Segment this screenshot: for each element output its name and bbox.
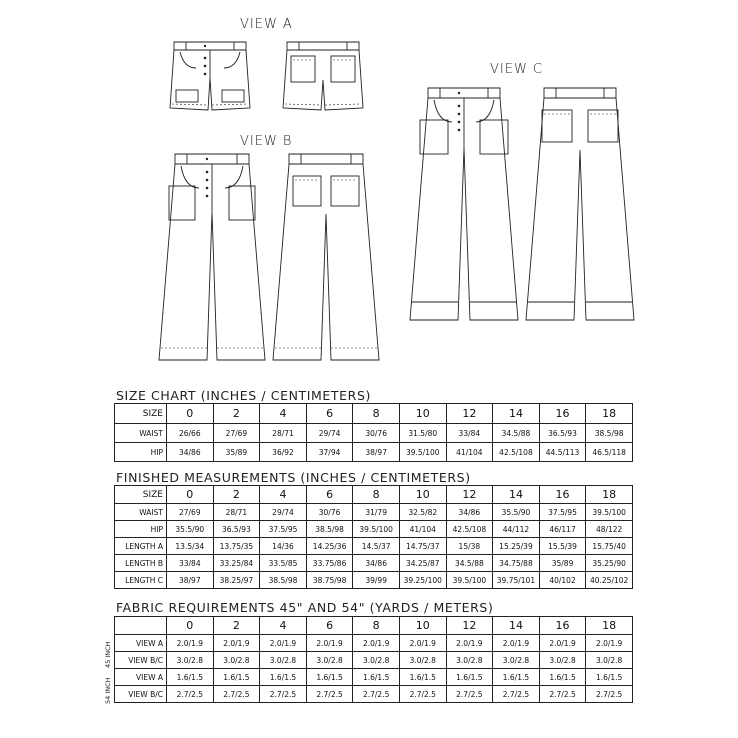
view-c-label: VIEW C — [490, 62, 544, 77]
size-chart-size: 14 — [493, 404, 540, 424]
table-cell: 41/104 — [446, 443, 493, 462]
size-chart-size: 18 — [586, 404, 633, 424]
view-a-back-illustration — [281, 40, 365, 112]
table-cell: 3.0/2.8 — [213, 652, 260, 669]
table-cell: 15.75/40 — [586, 538, 633, 555]
finished-header-label: SIZE — [115, 486, 167, 504]
table-cell: 39.75/101 — [493, 572, 540, 589]
row-label: LENGTH C — [115, 572, 167, 589]
table-cell: 44.5/113 — [539, 443, 586, 462]
row-label: WAIST — [115, 424, 167, 443]
table-cell: 36.5/93 — [213, 521, 260, 538]
row-label: LENGTH B — [115, 555, 167, 572]
finished-size: 6 — [306, 486, 353, 504]
table-cell: 3.0/2.8 — [446, 652, 493, 669]
size-chart-size: 16 — [539, 404, 586, 424]
finished-size: 14 — [493, 486, 540, 504]
table-cell: 34.5/88 — [493, 424, 540, 443]
table-cell: 36/92 — [260, 443, 307, 462]
table-row — [115, 504, 633, 521]
table-cell: 2.0/1.9 — [399, 635, 446, 652]
table-row — [115, 521, 633, 538]
fabric-header-row — [115, 617, 633, 635]
fabric-requirements-title: FABRIC REQUIREMENTS 45" AND 54" (YARDS / METERS) — [116, 600, 494, 615]
table-cell: 2.0/1.9 — [493, 635, 540, 652]
table-cell: 3.0/2.8 — [493, 652, 540, 669]
finished-header-row — [115, 486, 633, 504]
row-label: LENGTH A — [115, 538, 167, 555]
size-chart-title: SIZE CHART (INCHES / CENTIMETERS) — [116, 388, 371, 403]
table-cell: 37/94 — [306, 443, 353, 462]
fabric-size: 6 — [306, 617, 353, 635]
table-cell: 33/84 — [446, 424, 493, 443]
view-b-label: VIEW B — [240, 134, 293, 149]
size-chart-size: 4 — [260, 404, 307, 424]
fabric-size: 4 — [260, 617, 307, 635]
table-cell: 2.7/2.5 — [213, 686, 260, 703]
size-chart-size: 2 — [213, 404, 260, 424]
table-cell: 37.5/95 — [260, 521, 307, 538]
view-c-front-illustration — [408, 86, 520, 326]
size-chart-size: 12 — [446, 404, 493, 424]
table-cell: 31.5/80 — [399, 424, 446, 443]
table-cell: 1.6/1.5 — [493, 669, 540, 686]
table-cell: 38/97 — [353, 443, 400, 462]
table-cell: 42.5/108 — [493, 443, 540, 462]
row-label: VIEW B/C — [115, 686, 167, 703]
table-cell: 2.0/1.9 — [446, 635, 493, 652]
table-cell: 35/89 — [213, 443, 260, 462]
table-cell: 3.0/2.8 — [167, 652, 214, 669]
table-cell: 2.7/2.5 — [306, 686, 353, 703]
table-cell: 1.6/1.5 — [399, 669, 446, 686]
size-chart-size: 0 — [167, 404, 214, 424]
finished-measurements-title: FINISHED MEASUREMENTS (INCHES / CENTIMETERS) — [116, 470, 471, 485]
size-chart-size: 10 — [399, 404, 446, 424]
fabric-size: 10 — [399, 617, 446, 635]
table-cell: 42.5/108 — [446, 521, 493, 538]
table-cell: 32.5/82 — [399, 504, 446, 521]
size-chart-header-row — [115, 404, 633, 424]
size-chart-table — [114, 403, 633, 462]
fabric-size: 14 — [493, 617, 540, 635]
table-cell: 30/76 — [353, 424, 400, 443]
table-row — [115, 538, 633, 555]
fabric-header-empty — [115, 617, 167, 635]
table-cell: 34.5/88 — [446, 555, 493, 572]
size-chart-size: 8 — [353, 404, 400, 424]
table-cell: 29/74 — [306, 424, 353, 443]
table-cell: 31/79 — [353, 504, 400, 521]
table-cell: 2.7/2.5 — [539, 686, 586, 703]
table-row — [115, 555, 633, 572]
table-cell: 15.5/39 — [539, 538, 586, 555]
row-label: VIEW B/C — [115, 652, 167, 669]
table-cell: 28/71 — [213, 504, 260, 521]
table-cell: 35.25/90 — [586, 555, 633, 572]
table-cell: 3.0/2.8 — [260, 652, 307, 669]
table-cell: 38.5/98 — [586, 424, 633, 443]
table-row — [115, 424, 633, 443]
row-label: HIP — [115, 521, 167, 538]
table-cell: 30/76 — [306, 504, 353, 521]
table-cell: 14.5/37 — [353, 538, 400, 555]
table-cell: 34/86 — [446, 504, 493, 521]
table-cell: 27/69 — [213, 424, 260, 443]
finished-size: 18 — [586, 486, 633, 504]
table-cell: 2.0/1.9 — [260, 635, 307, 652]
table-cell: 3.0/2.8 — [539, 652, 586, 669]
table-cell: 2.7/2.5 — [446, 686, 493, 703]
table-cell: 1.6/1.5 — [260, 669, 307, 686]
fabric-size: 18 — [586, 617, 633, 635]
view-a-front-illustration — [168, 40, 252, 112]
view-a-label: VIEW A — [240, 17, 293, 32]
table-cell: 39.25/100 — [399, 572, 446, 589]
table-cell: 2.7/2.5 — [260, 686, 307, 703]
table-cell: 48/122 — [586, 521, 633, 538]
view-b-front-illustration — [157, 152, 267, 364]
table-cell: 3.0/2.8 — [586, 652, 633, 669]
table-cell: 29/74 — [260, 504, 307, 521]
view-b-back-illustration — [271, 152, 381, 364]
table-cell: 2.0/1.9 — [586, 635, 633, 652]
table-cell: 15.25/39 — [493, 538, 540, 555]
fabric-size: 0 — [167, 617, 214, 635]
finished-size: 8 — [353, 486, 400, 504]
table-cell: 33/84 — [167, 555, 214, 572]
table-cell: 14.25/36 — [306, 538, 353, 555]
table-cell: 2.7/2.5 — [167, 686, 214, 703]
table-cell: 2.0/1.9 — [539, 635, 586, 652]
fabric-size: 2 — [213, 617, 260, 635]
table-row — [115, 443, 633, 462]
table-row — [115, 635, 633, 652]
finished-measurements-table — [114, 485, 633, 589]
table-cell: 33.5/85 — [260, 555, 307, 572]
table-cell: 15/38 — [446, 538, 493, 555]
table-cell: 2.7/2.5 — [586, 686, 633, 703]
finished-size: 10 — [399, 486, 446, 504]
table-row — [115, 686, 633, 703]
finished-size: 0 — [167, 486, 214, 504]
table-cell: 33.25/84 — [213, 555, 260, 572]
table-cell: 1.6/1.5 — [213, 669, 260, 686]
table-cell: 34.75/88 — [493, 555, 540, 572]
table-cell: 33.75/86 — [306, 555, 353, 572]
table-cell: 28/71 — [260, 424, 307, 443]
table-cell: 36.5/93 — [539, 424, 586, 443]
table-cell: 1.6/1.5 — [353, 669, 400, 686]
fabric-requirements-table — [114, 616, 633, 703]
view-c-back-illustration — [524, 86, 636, 326]
table-row — [115, 572, 633, 589]
table-cell: 35.5/90 — [167, 521, 214, 538]
table-row — [115, 669, 633, 686]
fabric-size: 12 — [446, 617, 493, 635]
table-cell: 34.25/87 — [399, 555, 446, 572]
table-cell: 46.5/118 — [586, 443, 633, 462]
table-cell: 27/69 — [167, 504, 214, 521]
table-cell: 3.0/2.8 — [399, 652, 446, 669]
finished-size: 12 — [446, 486, 493, 504]
table-cell: 44/112 — [493, 521, 540, 538]
row-label: HIP — [115, 443, 167, 462]
table-cell: 2.0/1.9 — [167, 635, 214, 652]
table-cell: 39.5/100 — [586, 504, 633, 521]
table-cell: 38.75/98 — [306, 572, 353, 589]
finished-size: 4 — [260, 486, 307, 504]
finished-size: 2 — [213, 486, 260, 504]
table-cell: 35/89 — [539, 555, 586, 572]
table-cell: 2.7/2.5 — [493, 686, 540, 703]
table-cell: 1.6/1.5 — [167, 669, 214, 686]
table-cell: 39.5/100 — [399, 443, 446, 462]
row-label: WAIST — [115, 504, 167, 521]
table-cell: 34/86 — [167, 443, 214, 462]
table-cell: 39.5/100 — [446, 572, 493, 589]
table-cell: 3.0/2.8 — [306, 652, 353, 669]
table-cell: 35.5/90 — [493, 504, 540, 521]
table-cell: 3.0/2.8 — [353, 652, 400, 669]
table-cell: 37.5/95 — [539, 504, 586, 521]
row-label: VIEW A — [115, 635, 167, 652]
table-cell: 38.5/98 — [306, 521, 353, 538]
table-cell: 1.6/1.5 — [539, 669, 586, 686]
table-cell: 46/117 — [539, 521, 586, 538]
table-cell: 1.6/1.5 — [586, 669, 633, 686]
table-cell: 1.6/1.5 — [306, 669, 353, 686]
table-cell: 41/104 — [399, 521, 446, 538]
fabric-54-inch-label: 54 INCH — [104, 677, 112, 704]
table-row — [115, 652, 633, 669]
table-cell: 2.7/2.5 — [399, 686, 446, 703]
table-cell: 26/66 — [167, 424, 214, 443]
fabric-45-inch-label: 45 INCH — [104, 641, 112, 668]
table-cell: 2.0/1.9 — [353, 635, 400, 652]
table-cell: 34/86 — [353, 555, 400, 572]
table-cell: 14/36 — [260, 538, 307, 555]
finished-size: 16 — [539, 486, 586, 504]
table-cell: 13.75/35 — [213, 538, 260, 555]
table-cell: 39/99 — [353, 572, 400, 589]
size-chart-size: 6 — [306, 404, 353, 424]
table-cell: 1.6/1.5 — [446, 669, 493, 686]
table-cell: 40.25/102 — [586, 572, 633, 589]
fabric-size: 8 — [353, 617, 400, 635]
size-chart-header-label: SIZE — [115, 404, 167, 424]
table-cell: 2.0/1.9 — [306, 635, 353, 652]
table-cell: 2.7/2.5 — [353, 686, 400, 703]
table-cell: 40/102 — [539, 572, 586, 589]
row-label: VIEW A — [115, 669, 167, 686]
table-cell: 13.5/34 — [167, 538, 214, 555]
table-cell: 14.75/37 — [399, 538, 446, 555]
table-cell: 38.5/98 — [260, 572, 307, 589]
table-cell: 2.0/1.9 — [213, 635, 260, 652]
table-cell: 38/97 — [167, 572, 214, 589]
table-cell: 38.25/97 — [213, 572, 260, 589]
table-cell: 39.5/100 — [353, 521, 400, 538]
fabric-size: 16 — [539, 617, 586, 635]
